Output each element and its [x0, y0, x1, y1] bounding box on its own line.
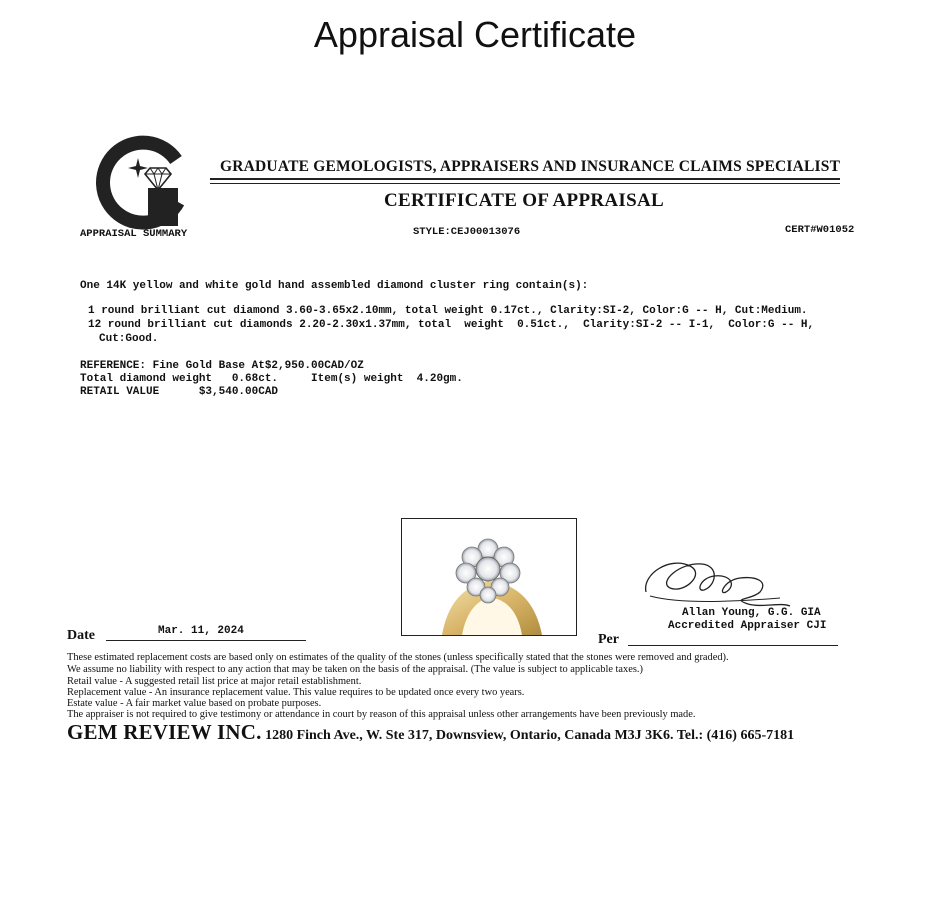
- appraiser-name: Allan Young, G.G. GIA: [682, 607, 821, 619]
- disclaimer-line: Retail value - A suggested retail list price at major retail establishment.: [67, 676, 362, 687]
- per-label: Per: [598, 632, 619, 647]
- page-title: Appraisal Certificate: [313, 14, 637, 55]
- header-tagline: GRADUATE GEMOLOGISTS, APPRAISERS AND INSURANCE CLAIMS SPECIALIST: [220, 158, 841, 175]
- appraiser-signature: [640, 552, 800, 614]
- date-value: Mar. 11, 2024: [158, 625, 244, 637]
- disclaimer-line: The appraiser is not required to give testimony or attendance in court by reason of this appraisal unless other arrangements have been previously made.: [67, 709, 696, 720]
- per-underline: [628, 645, 838, 646]
- item-description: One 14K yellow and white gold hand assembled diamond cluster ring contain(s):: [80, 280, 589, 292]
- date-underline: [106, 640, 306, 641]
- reference-line: REFERENCE: Fine Gold Base At$2,950.00CAD/OZ: [80, 360, 364, 372]
- stone-line-2: 12 round brilliant cut diamonds 2.20-2.30x1.37mm, total weight 0.51ct., Clarity:SI-2 -- I-1, Color:G -- H,: [88, 319, 815, 331]
- certificate-title: CERTIFICATE OF APPRAISAL: [384, 190, 664, 211]
- disclaimer-line: We assume no liability with respect to any action that may be taken on the basis of the appraisal. (The value is subject to applicable taxes.): [67, 664, 643, 675]
- stone-line-2-continued: Cut:Good.: [99, 333, 159, 345]
- header-divider: [210, 178, 840, 180]
- retail-value-line: RETAIL VALUE $3,540.00CAD: [80, 386, 279, 398]
- appraisal-summary-label: APPRAISAL SUMMARY: [80, 228, 188, 240]
- ring-photo-frame: [401, 518, 577, 636]
- disclaimer-line: These estimated replacement costs are based only on estimates of the quality of the stones (unless specifically stated that the stones were removed and graded).: [67, 652, 729, 663]
- company-address: 1280 Finch Ave., W. Ste 317, Downsview, Ontario, Canada M3J 3K6. Tel.: (416) 665-7181: [261, 728, 795, 743]
- date-label: Date: [67, 628, 95, 643]
- certificate-number: CERT#W01052: [785, 224, 855, 236]
- stone-line-1: 1 round brilliant cut diamond 3.60-3.65x2.10mm, total weight 0.17ct., Clarity:SI-2, Color:G -- H, Cut:Medium.: [88, 305, 808, 317]
- disclaimer-line: Estate value - A fair market value based on probate purposes.: [67, 698, 322, 709]
- disclaimer-line: Replacement value - An insurance replacement value. This value requires to be updated once every two years.: [67, 687, 525, 698]
- header-divider: [210, 183, 840, 184]
- ring-photo: [402, 519, 576, 635]
- company-footer: [67, 720, 794, 745]
- company-name: GEM REVIEW INC.: [67, 720, 262, 744]
- total-weight-line: Total diamond weight 0.68ct. Item(s) weight 4.20gm.: [80, 373, 463, 385]
- appraiser-title: Accredited Appraiser CJI: [668, 620, 827, 632]
- style-number: STYLE:CEJ00013076: [413, 226, 521, 238]
- gem-logo-icon: [96, 132, 196, 232]
